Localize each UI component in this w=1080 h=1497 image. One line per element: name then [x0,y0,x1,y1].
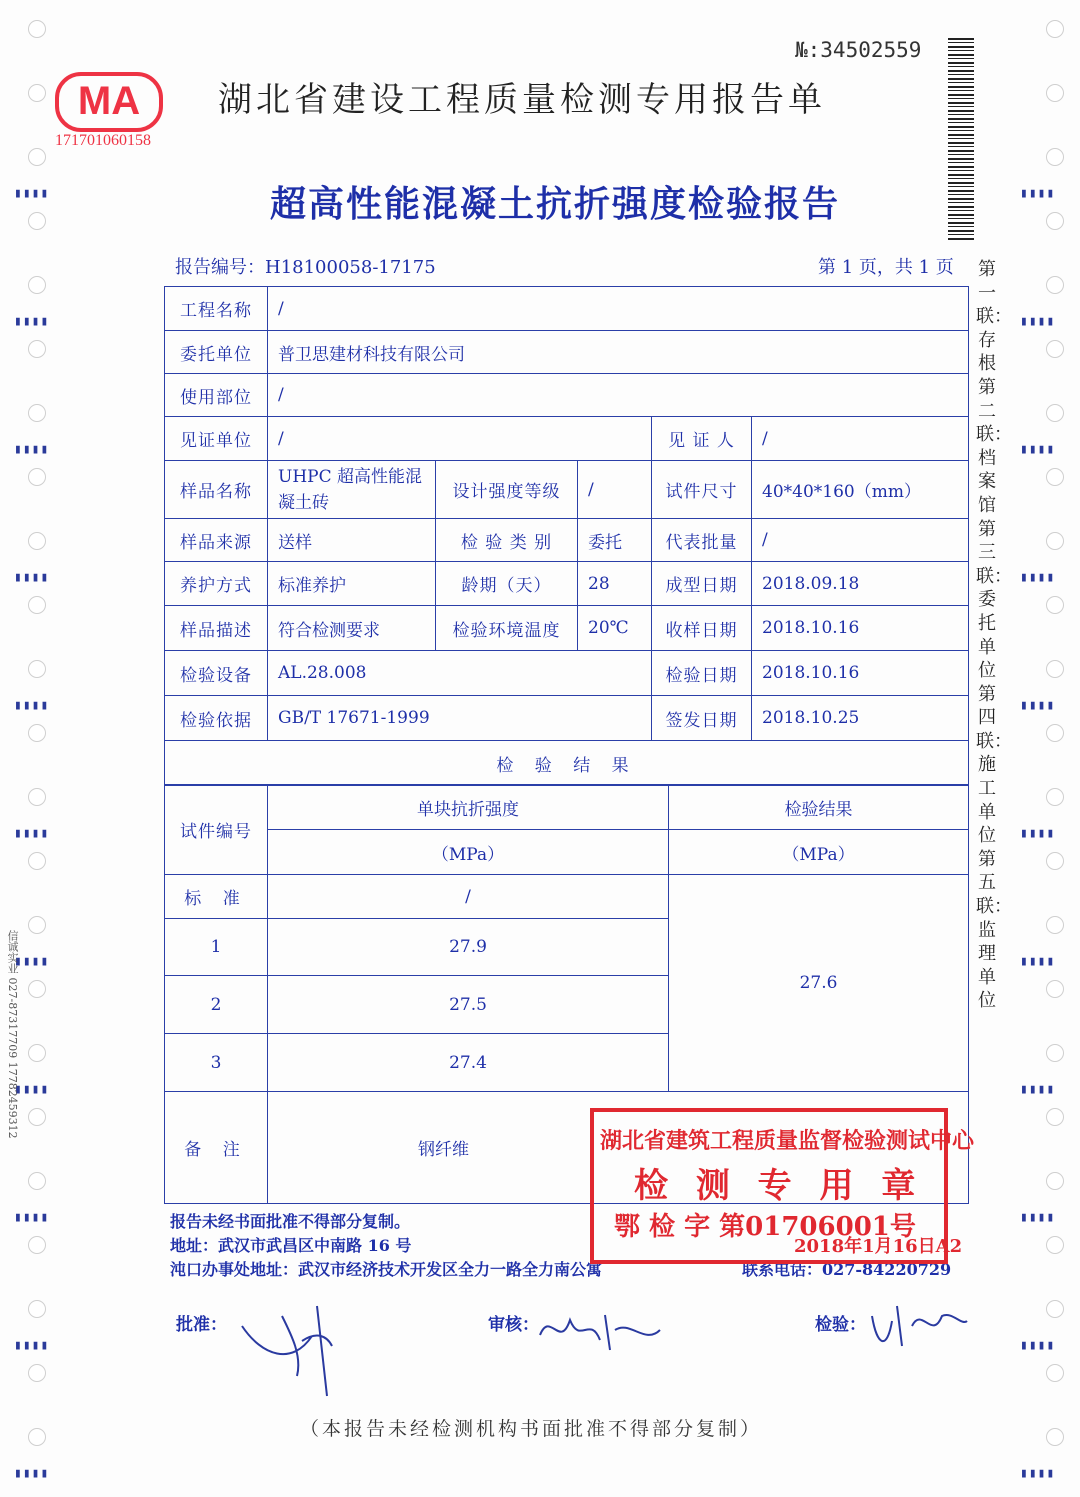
client-value: 普卫思建材科技有限公司 [268,331,969,374]
perforation-hole [1046,20,1064,38]
perforation-hole [28,1364,46,1382]
specimen-size-label: 试件尺寸 [652,461,752,519]
tractor-mark: ▮▮▮▮ [1020,186,1056,201]
perforation-hole [1046,852,1064,870]
inspect-label: 检验： [815,1315,866,1335]
usage-label: 使用部位 [165,374,268,417]
tractor-mark: ▮▮▮▮ [1020,1338,1056,1353]
result-value: 27.6 [669,875,969,1092]
design-grade-label: 设计强度等级 [436,461,578,519]
single-strength-unit: （MPa） [268,830,669,875]
specimen-value-2: 27.5 [268,976,669,1034]
office-address: 沌口办事处地址：武汉市经济技术开发区全力一路全力南公寓 [170,1260,603,1279]
batch-value: / [752,519,969,562]
perforation-hole [1046,340,1064,358]
stamp-line-4: 2018年1月16日A2 [794,1236,963,1257]
source-label: 样品来源 [165,519,268,562]
tractor-mark: ▮▮▮▮ [1020,826,1056,841]
page-info: 第 1 页，共 1 页 [818,257,954,278]
curing-value: 标准养护 [268,562,436,606]
perforation-hole [1046,596,1064,614]
standard-row-label: 标 准 [165,875,268,919]
env-temp-value: 20℃ [578,606,652,651]
perforation-hole [1046,1236,1064,1254]
equipment-label: 检验设备 [165,651,268,696]
remark-value: 钢纤维 [268,1092,969,1204]
stamp-line-3: 鄂 检 字 第01706001号 [614,1212,916,1242]
tractor-mark: ▮▮▮▮ [1020,1082,1056,1097]
remark-label: 备 注 [165,1092,268,1204]
perforation-hole [28,1300,46,1318]
perforation-hole [28,1236,46,1254]
address: 地址：武汉市武昌区中南路 16 号 [170,1236,412,1255]
tractor-mark: ▮▮▮▮ [14,1338,50,1353]
description-label: 样品描述 [165,606,268,651]
tractor-mark: ▮▮▮▮ [14,826,50,841]
specimen-id-2: 2 [165,976,268,1034]
perforation-hole [28,20,46,38]
report-title: 超高性能混凝土抗折强度检验报告 [270,183,841,225]
perforation-hole [1046,916,1064,934]
agency-title: 湖北省建设工程质量检测专用报告单 [218,80,826,120]
age-label: 龄期（天） [436,562,578,606]
left-perforation [0,0,60,1497]
result-col-header: 检验结果 [669,785,969,830]
perforation-hole [1046,1364,1064,1382]
sample-name-value: UHPC 超高性能混凝土砖 [268,461,436,519]
witness-unit-value: / [268,417,652,461]
tractor-mark: ▮▮▮▮ [1020,698,1056,713]
perforation-hole [28,404,46,422]
copy-distribution-text: 第一联：存根 第二联：档案馆 第三联：委托单位 第四联：施工单位 第五联：监理单位 [976,259,1012,1012]
inspect-signature [862,1296,972,1356]
issue-date-value: 2018.10.25 [752,696,969,741]
tractor-mark: ▮▮▮▮ [1020,442,1056,457]
results-section-title: 检 验 结 果 [165,741,969,786]
perforation-hole [28,1044,46,1062]
molding-date-label: 成型日期 [652,562,752,606]
test-date-label: 检验日期 [652,651,752,696]
contact-phone: 联系电话：027-84220729 [742,1260,952,1279]
perforation-hole [28,468,46,486]
bottom-note: （本报告未经检测机构书面批准不得部分复制） [300,1418,763,1440]
tractor-mark: ▮▮▮▮ [14,1082,50,1097]
perforation-hole [1046,1108,1064,1126]
perforation-hole [1046,1172,1064,1190]
tractor-mark: ▮▮▮▮ [14,570,50,585]
perforation-hole [1046,532,1064,550]
tractor-mark: ▮▮▮▮ [14,186,50,201]
specimen-id-1: 1 [165,919,268,976]
client-label: 委托单位 [165,331,268,374]
witness-person-label: 见 证 人 [652,417,752,461]
perforation-hole [1046,468,1064,486]
perforation-hole [28,788,46,806]
tractor-mark: ▮▮▮▮ [14,442,50,457]
specimen-id-3: 3 [165,1034,268,1092]
perforation-hole [28,980,46,998]
specimen-size-value: 40*40*160（mm） [752,461,969,519]
serial-number: №:34502559 [795,38,922,62]
perforation-hole [1046,724,1064,742]
perforation-hole [1046,980,1064,998]
specimen-value-1: 27.9 [268,919,669,976]
perforation-hole [1046,84,1064,102]
test-type-value: 委托 [578,519,652,562]
tractor-mark: ▮▮▮▮ [14,698,50,713]
perforation-hole [1046,1044,1064,1062]
source-value: 送样 [268,519,436,562]
description-value: 符合检测要求 [268,606,436,651]
perforation-hole [28,596,46,614]
standard-row-value: / [268,875,669,919]
curing-label: 养护方式 [165,562,268,606]
received-date-label: 收样日期 [652,606,752,651]
official-stamp [590,1108,975,1264]
project-name-value: / [268,287,969,331]
perforation-hole [28,1428,46,1446]
perforation-hole [28,852,46,870]
age-value: 28 [578,562,652,606]
perforation-hole [1046,404,1064,422]
standard-value: GB/T 17671-1999 [268,696,652,741]
perforation-hole [1046,148,1064,166]
standard-label: 检验依据 [165,696,268,741]
cma-logo: MA [55,72,163,132]
sample-name-label: 样品名称 [165,461,268,519]
molding-date-value: 2018.09.18 [752,562,969,606]
barcode [948,38,974,240]
perforation-hole [1046,276,1064,294]
perforation-hole [1046,788,1064,806]
result-unit: （MPa） [669,830,969,875]
approve-signature [232,1296,352,1406]
review-signature [535,1300,665,1360]
issue-date-label: 签发日期 [652,696,752,741]
tractor-mark: ▮▮▮▮ [1020,1466,1056,1481]
tractor-mark: ▮▮▮▮ [14,1466,50,1481]
perforation-hole [28,84,46,102]
copy-notice: 报告未经书面批准不得部分复制。 [170,1212,411,1231]
perforation-hole [28,340,46,358]
tractor-mark: ▮▮▮▮ [1020,1210,1056,1225]
perforation-hole [28,276,46,294]
witness-unit-label: 见证单位 [165,417,268,461]
perforation-hole [28,532,46,550]
design-grade-value: / [578,461,652,519]
perforation-hole [28,660,46,678]
report-number: 报告编号：H18100058-17175 [175,257,436,278]
left-margin-text: 信诚实业 027-87317709 17782459312 [6,930,19,1139]
tractor-mark: ▮▮▮▮ [14,314,50,329]
perforation-hole [28,1172,46,1190]
env-temp-label: 检验环境温度 [436,606,578,651]
perforation-hole [1046,1300,1064,1318]
test-type-label: 检 验 类 别 [436,519,578,562]
report-table [164,286,969,786]
perforation-hole [1046,212,1064,230]
batch-label: 代表批量 [652,519,752,562]
tractor-mark: ▮▮▮▮ [1020,954,1056,969]
perforation-hole [28,1108,46,1126]
test-date-value: 2018.10.16 [752,651,969,696]
usage-value: / [268,374,969,417]
perforation-hole [28,212,46,230]
stamp-line-2: 检 测 专 用 章 [634,1166,924,1206]
perforation-hole [28,148,46,166]
stamp-line-1: 湖北省建筑工程质量监督检验测试中心 [600,1128,975,1154]
cma-number: 171701060158 [55,132,151,149]
tractor-mark: ▮▮▮▮ [1020,570,1056,585]
witness-person-value: / [752,417,969,461]
specimen-col-header: 试件编号 [165,785,268,875]
perforation-hole [28,916,46,934]
right-perforation [1020,0,1080,1497]
tractor-mark: ▮▮▮▮ [14,954,50,969]
tractor-mark: ▮▮▮▮ [14,1210,50,1225]
perforation-hole [1046,660,1064,678]
tractor-mark: ▮▮▮▮ [1020,314,1056,329]
received-date-value: 2018.10.16 [752,606,969,651]
approve-label: 批准： [176,1315,227,1335]
equipment-value: AL.28.008 [268,651,652,696]
single-strength-col-header: 单块抗折强度 [268,785,669,830]
project-name-label: 工程名称 [165,287,268,331]
perforation-hole [1046,1428,1064,1446]
review-label: 审核： [488,1315,539,1335]
perforation-hole [28,724,46,742]
specimen-value-3: 27.4 [268,1034,669,1092]
